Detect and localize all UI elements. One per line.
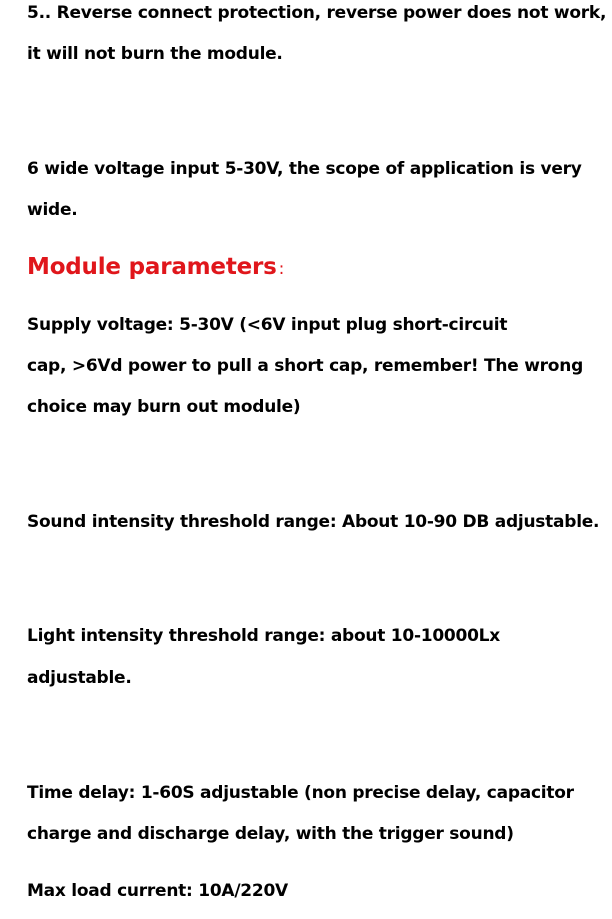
item5-line2: it will not burn the module.	[27, 44, 283, 64]
time-delay-line2: charge and discharge delay, with the trigger sound)	[27, 824, 514, 844]
item6-line1: 6 wide voltage input 5-30V, the scope of application is very	[27, 159, 582, 179]
module-parameters-heading	[27, 252, 284, 284]
supply-voltage-line1: Supply voltage: 5-30V (<6V input plug short-circuit	[27, 315, 508, 335]
max-load-line1: Max load current: 10A/220V	[27, 881, 288, 901]
supply-voltage-line2: cap, >6Vd power to pull a short cap, remember! The wrong	[27, 356, 583, 376]
supply-voltage-line3: choice may burn out module)	[27, 397, 301, 417]
sound-threshold-line1: Sound intensity threshold range: About 10-90 DB adjustable.	[27, 512, 600, 532]
time-delay-line1: Time delay: 1-60S adjustable (non precise delay, capacitor	[27, 783, 574, 803]
light-threshold-line2: adjustable.	[27, 668, 132, 688]
heading-text: Module parameters	[27, 254, 277, 280]
light-threshold-line1: Light intensity threshold range: about 10-10000Lx	[27, 626, 500, 646]
item6-line2: wide.	[27, 200, 78, 220]
heading-colon: :	[278, 259, 285, 279]
item5-line1: 5.. Reverse connect protection, reverse power does not work,	[27, 3, 607, 23]
